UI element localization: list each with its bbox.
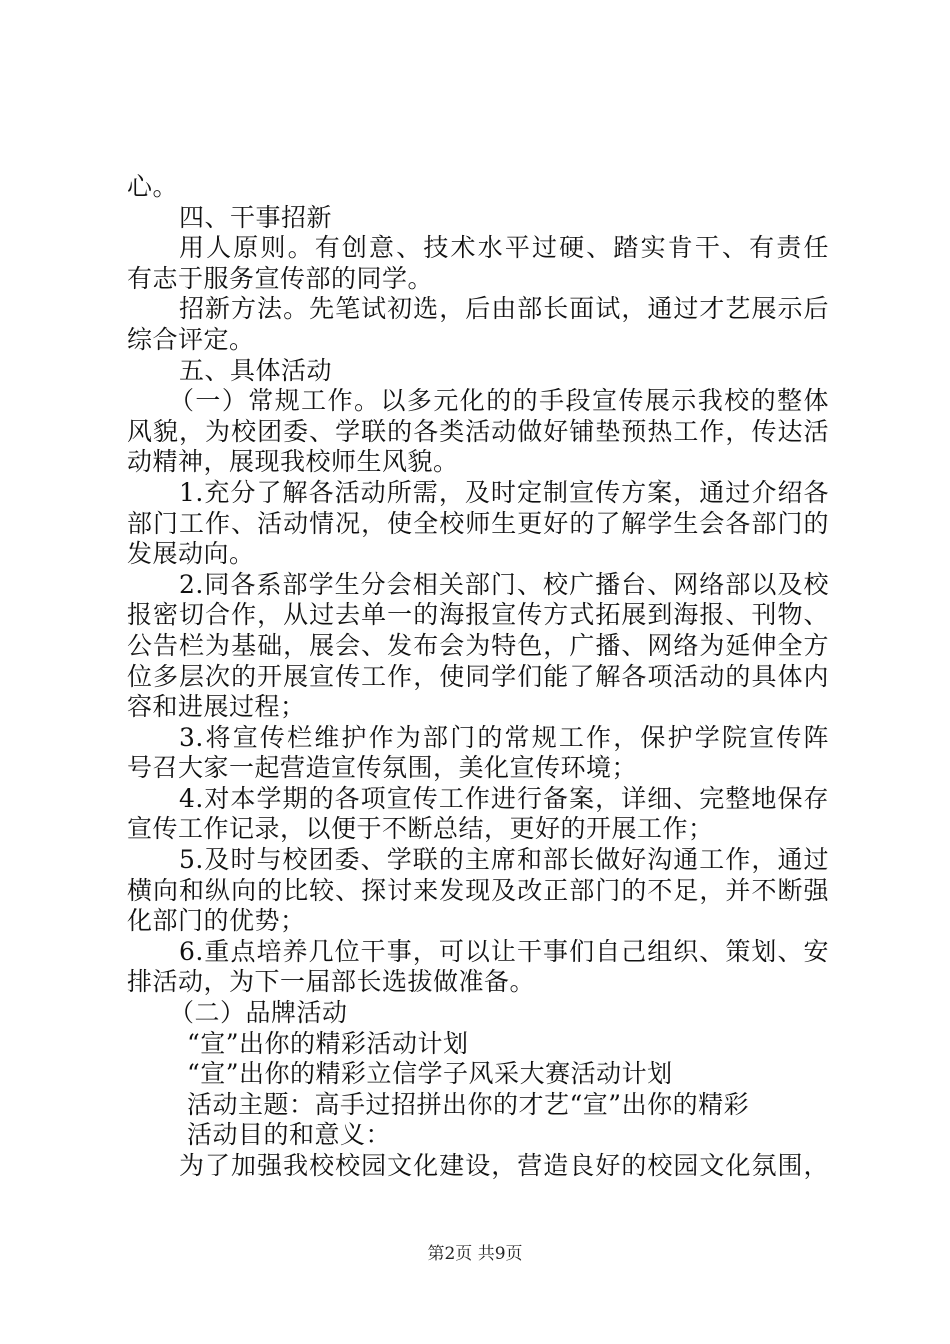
list-item-line: 4.对本学期的各项宣传工作进行备案，详细、完整地保存: [179, 783, 829, 813]
paragraph-line: 用人原则。有创意、技术水平过硬、踏实肯干、有责任: [179, 233, 829, 263]
paragraph-line: 招新方法。先笔试初选，后由部长面试，通过才艺展示后: [179, 294, 829, 324]
list-item-line: 位多层次的开展宣传工作，使同学们能了解各项活动的具体内: [127, 661, 829, 691]
paragraph-line: 心。: [127, 172, 179, 201]
activity-title: “宣”出你的精彩立信学子风采大赛活动计划: [187, 1059, 673, 1089]
list-item-line: 发展动向。: [127, 539, 255, 569]
list-item-line: 宣传工作记录，以便于不断总结，更好的开展工作；: [127, 814, 714, 844]
activity-title: “宣”出你的精彩活动计划: [187, 1028, 469, 1058]
paragraph-line: 风貌，为校团委、学联的各类活动做好铺垫预热工作，传达活: [127, 416, 829, 446]
section-heading: （二）品牌活动: [169, 998, 348, 1028]
list-item-line: 2.同各系部学生分会相关部门、校广播台、网络部以及校: [179, 569, 829, 599]
list-item-line: 3.将宣传栏维护作为部门的常规工作，保护学院宣传阵: [179, 722, 829, 752]
paragraph-line: 为了加强我校校园文化建设，营造良好的校园文化氛围，: [179, 1151, 829, 1180]
list-item-line: 5.及时与校团委、学联的主席和部长做好沟通工作，通过: [179, 845, 829, 875]
list-item-line: 部门工作、活动情况，使全校师生更好的了解学生会各部门的: [127, 508, 829, 538]
paragraph-line: 有志于服务宣传部的同学。: [127, 263, 434, 293]
paragraph-line: （一）常规工作。以多元化的的手段宣传展示我校的整体: [169, 386, 829, 416]
list-item-line: 化部门的优势；: [127, 906, 306, 936]
section-heading: 四、干事招新: [179, 202, 333, 232]
list-item-line: 横向和纵向的比较、探讨来发现及改正部门的不足，并不断强: [127, 875, 829, 905]
paragraph-line: 综合评定。: [127, 324, 255, 354]
list-item-line: 公告栏为基础，展会、发布会为特色，广播、网络为延伸全方: [127, 630, 829, 660]
list-item-line: 容和进展过程；: [127, 692, 306, 722]
list-item-line: 号召大家一起营造宣传氛围，美化宣传环境；: [127, 753, 638, 783]
page-number: 第2页 共9页: [427, 1244, 523, 1264]
paragraph-line: 动精神，展现我校师生风貌。: [127, 447, 459, 477]
section-heading: 五、具体活动: [179, 355, 333, 385]
list-item-line: 排活动，为下一届部长选拔做准备。: [127, 967, 536, 997]
activity-theme: 活动主题：高手过招拼出你的才艺“宣”出你的精彩: [187, 1089, 750, 1119]
activity-purpose-heading: 活动目的和意义：: [187, 1120, 392, 1150]
list-item-line: 1.充分了解各活动所需，及时定制宣传方案，通过介绍各: [179, 477, 829, 507]
list-item-line: 6.重点培养几位干事，可以让干事们自己组织、策划、安: [179, 936, 829, 966]
list-item-line: 报密切合作，从过去单一的海报宣传方式拓展到海报、刊物、: [127, 600, 829, 630]
document-body: [127, 172, 829, 1182]
